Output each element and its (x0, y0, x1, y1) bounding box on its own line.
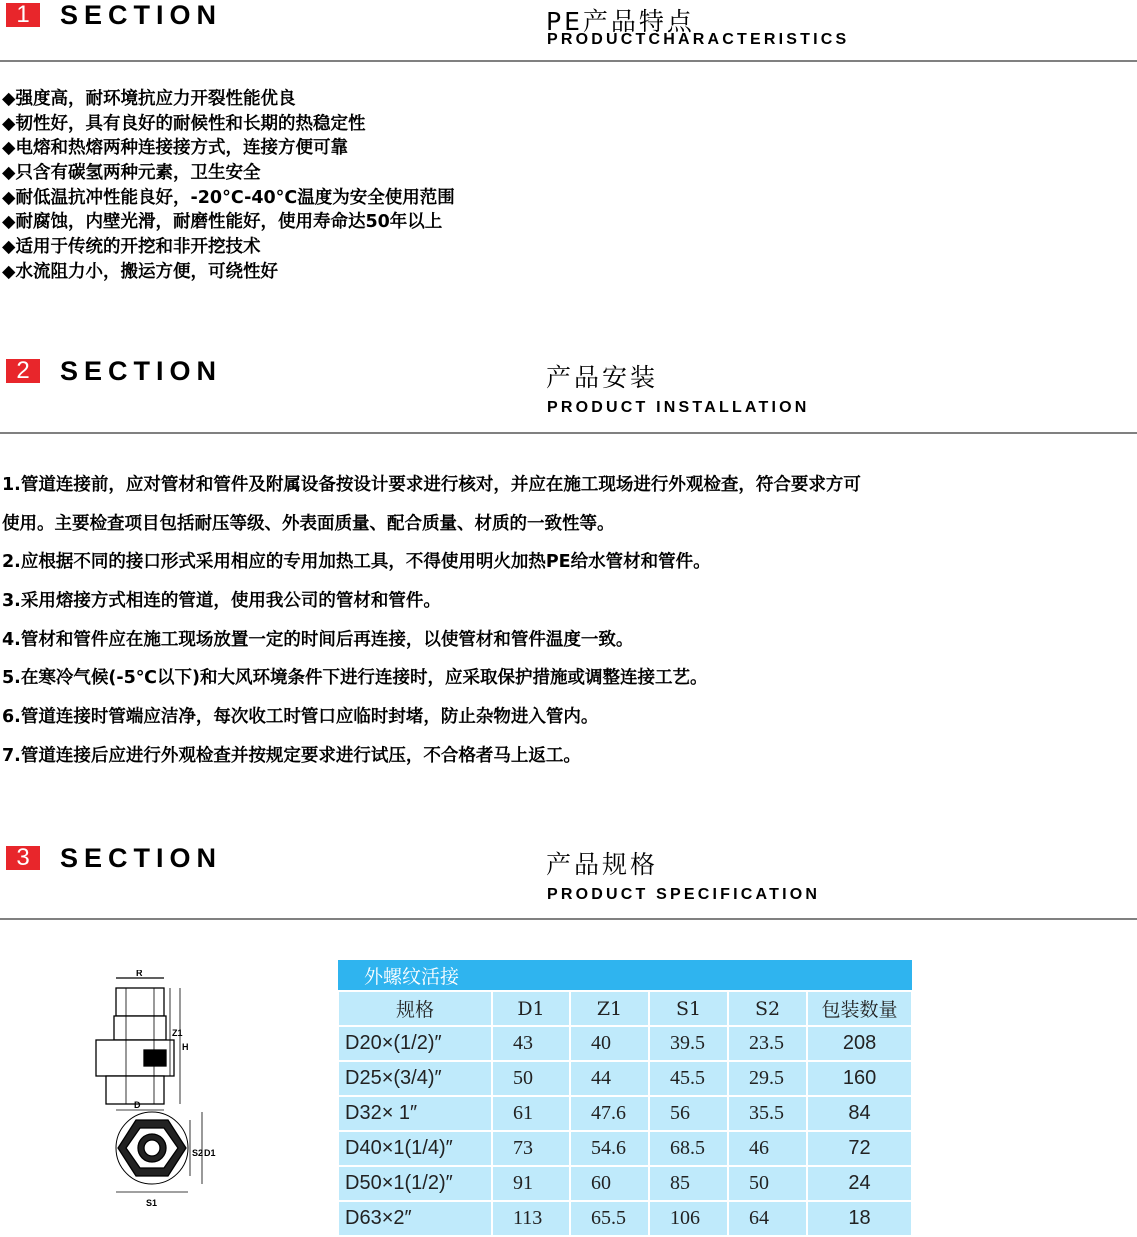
feature-item: ◆电熔和热熔两种连接接方式，连接方便可靠 (2, 138, 348, 159)
table-cell: 44 (570, 1061, 649, 1096)
dim-label-z1: Z1 (172, 1028, 183, 1038)
table-cell: 208 (807, 1026, 912, 1061)
feature-item: ◆强度高，耐环境抗应力开裂性能优良 (2, 89, 296, 109)
section-number-badge: 3 (6, 846, 40, 870)
table-row (338, 1026, 912, 1061)
table-cell: D50×1(1/2)″ (338, 1166, 492, 1201)
table-cell: 91 (492, 1166, 570, 1201)
table-cell: D63×2″ (338, 1201, 492, 1236)
table-cell: 40 (570, 1026, 649, 1061)
table-row (338, 1166, 912, 1201)
feature-item: ◆适用于传统的开挖和非开挖技术 (2, 237, 261, 258)
table-cell: 46 (728, 1131, 807, 1166)
table-cell: 73 (492, 1131, 570, 1166)
table-header-cell: S1 (649, 991, 728, 1026)
dim-label-s2: S2 (192, 1148, 204, 1158)
divider-line (0, 918, 1137, 920)
installation-item: 使用。主要检查项目包括耐压等级、外表面质量、配合质量、材质的一致性等。 (2, 513, 615, 534)
divider-line (0, 432, 1137, 434)
table-row (338, 1131, 912, 1166)
feature-item: ◆韧性好，具有良好的耐候性和长期的热稳定性 (2, 113, 366, 134)
table-cell: 50 (728, 1166, 807, 1201)
table-header-cell: D1 (492, 991, 570, 1026)
section-title-en: PRODUCT INSTALLATION (547, 399, 810, 416)
table-cell: 64 (728, 1201, 807, 1236)
table-cell: 54.6 (570, 1131, 649, 1166)
table-cell: 39.5 (649, 1026, 728, 1061)
section-title-zh: 产品安装 (546, 363, 659, 392)
union-technical-drawing (86, 970, 226, 1220)
table-cell: 61 (492, 1096, 570, 1131)
section-title-zh: 产品规格 (546, 850, 659, 879)
installation-item: 2.应根据不同的接口形式采用相应的专用加热工具，不得使用明火加热PE给水管材和管件。 (2, 552, 711, 573)
table-header-row (338, 991, 912, 1026)
table-cell: 113 (492, 1201, 570, 1236)
section-title-en: PRODUCT SPECIFICATION (547, 886, 821, 903)
table-cell: 72 (807, 1131, 912, 1166)
table-cell: 29.5 (728, 1061, 807, 1096)
dim-label-s1: S1 (146, 1198, 158, 1208)
section-number-badge: 1 (6, 3, 40, 27)
feature-item: ◆耐低温抗冲性能良好，-20°C-40°C温度为安全使用范围 (2, 187, 455, 208)
installation-item: 4.管材和管件应在施工现场放置一定的时间后再连接，以使管材和管件温度一致。 (2, 629, 634, 650)
table-cell: 60 (570, 1166, 649, 1201)
installation-list (2, 466, 1137, 776)
section-number-badge: 2 (6, 359, 40, 383)
table-row (338, 1201, 912, 1236)
specification-table (337, 960, 913, 1237)
installation-item: 7.管道连接后应进行外观检查并按规定要求进行试压，不合格者马上返工。 (2, 745, 581, 766)
dim-label-d1: D1 (204, 1148, 216, 1158)
divider-line (0, 60, 1137, 62)
table-row (338, 1061, 912, 1096)
table-header-cell: 包装数量 (807, 991, 912, 1026)
section-title-zh: PE产品特点 (546, 7, 695, 36)
installation-item: 5.在寒冷气候(-5℃以下)和大风环境条件下进行连接时，应采取保护措施或调整连接工艺。 (2, 668, 708, 689)
installation-item: 3.采用熔接方式相连的管道，使用我公司的管材和管件。 (2, 591, 441, 612)
table-title: 外螺纹活接 (338, 960, 912, 991)
table-cell: 45.5 (649, 1061, 728, 1096)
dim-label-h: H (182, 1042, 189, 1052)
table-header-cell: S2 (728, 991, 807, 1026)
table-cell: 56 (649, 1096, 728, 1131)
table-cell: 65.5 (570, 1201, 649, 1236)
section-title-en: PRODUCTCHARACTERISTICS (547, 31, 850, 48)
table-cell: D25×(3/4)″ (338, 1061, 492, 1096)
feature-list (2, 87, 455, 285)
table-cell: 47.6 (570, 1096, 649, 1131)
table-cell: 23.5 (728, 1026, 807, 1061)
table-header-cell: Z1 (570, 991, 649, 1026)
table-cell: 43 (492, 1026, 570, 1061)
table-cell: 160 (807, 1061, 912, 1096)
feature-item: ◆只含有碳氢两种元素，卫生安全 (2, 163, 261, 184)
dim-label-d: D (134, 1100, 141, 1110)
table-cell: D32× 1″ (338, 1096, 492, 1131)
table-cell: 84 (807, 1096, 912, 1131)
installation-item: 1.管道连接前，应对管材和管件及附属设备按设计要求进行核对，并应在施工现场进行外观检查，符合要求方可 (2, 475, 861, 495)
feature-item: ◆耐腐蚀，内壁光滑，耐磨性能好，使用寿命达50年以上 (2, 212, 443, 233)
table-cell: 85 (649, 1166, 728, 1201)
table-cell: 24 (807, 1166, 912, 1201)
table-cell: 35.5 (728, 1096, 807, 1131)
dim-label-r: R (136, 970, 143, 978)
table-cell: 50 (492, 1061, 570, 1096)
feature-item: ◆水流阻力小，搬运方便，可绕性好 (2, 261, 278, 282)
table-header-cell: 规格 (338, 991, 492, 1026)
table-cell: D40×1(1/4)″ (338, 1131, 492, 1166)
section-word: SECTION (60, 0, 223, 30)
section-word: SECTION (60, 356, 223, 386)
table-row (338, 1096, 912, 1131)
section-word: SECTION (60, 843, 223, 873)
table-cell: 106 (649, 1201, 728, 1236)
installation-item: 6.管道连接时管端应洁净，每次收工时管口应临时封堵，防止杂物进入管内。 (2, 707, 599, 728)
table-cell: 68.5 (649, 1131, 728, 1166)
table-cell: D20×(1/2)″ (338, 1026, 492, 1061)
table-cell: 18 (807, 1201, 912, 1236)
